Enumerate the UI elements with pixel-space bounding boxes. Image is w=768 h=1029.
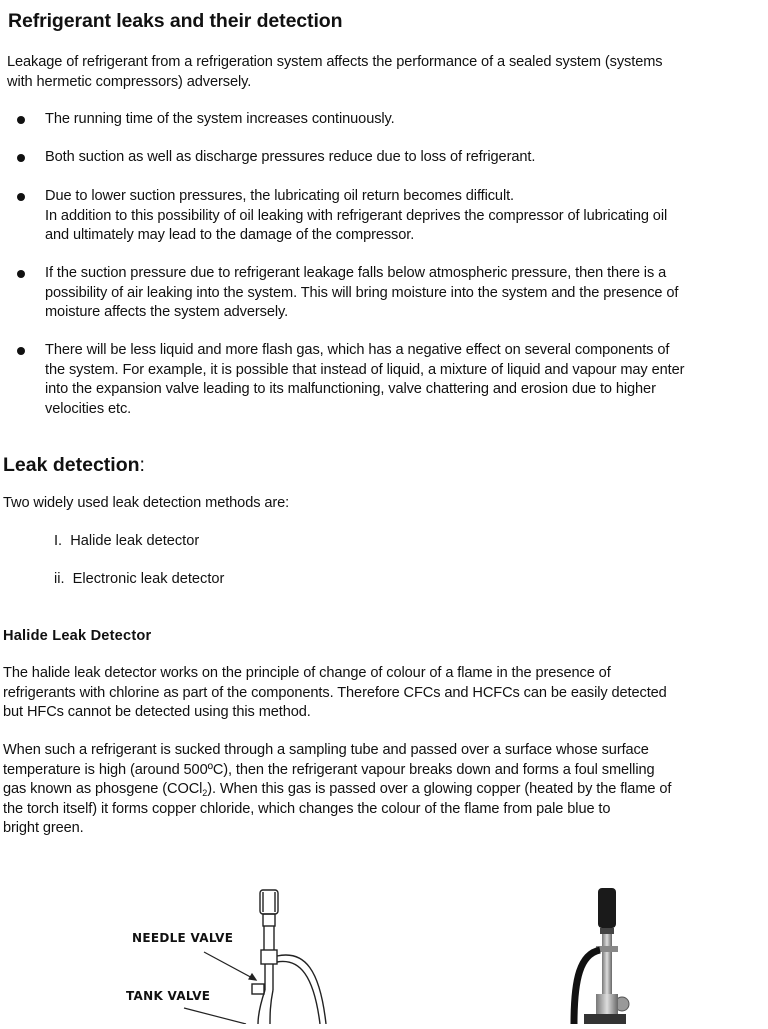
list-item-text: into the expansion valve leading to its malfunctioning, valve chattering and erosion due to higher bbox=[45, 381, 656, 397]
paragraph-line: bright green. bbox=[3, 820, 84, 836]
list-item-number: I. bbox=[54, 533, 63, 549]
list-item-text: In addition to this possibility of oil leaking with refrigerant deprives the compressor of lubricating oil bbox=[45, 207, 668, 224]
halide-paragraph-2 bbox=[3, 741, 671, 839]
list-item-label: Halide leak detector bbox=[70, 533, 200, 549]
section-heading-leak-detection bbox=[3, 454, 145, 477]
bullet-icon bbox=[17, 154, 25, 162]
subscript-2: 2 bbox=[202, 788, 208, 798]
paragraph-text: ). When this gas is passed over a glowing copper (heated by the flame of bbox=[207, 781, 672, 797]
intro-line: Leakage of refrigerant from a refrigeration system affects the performance of a sealed system (systems bbox=[7, 54, 663, 70]
list-item bbox=[54, 533, 199, 549]
list-item-text: There will be less liquid and more flash gas, which has a negative effect on several components of bbox=[45, 342, 670, 358]
paragraph-line: temperature is high (around 500ºC), then the refrigerant vapour breaks down and forms a foul smelling bbox=[3, 761, 655, 778]
paragraph-line bbox=[3, 780, 671, 800]
list-item-text: Both suction as well as discharge pressures reduce due to loss of refrigerant. bbox=[45, 149, 536, 165]
bullet-icon bbox=[17, 116, 25, 124]
list-item-number: ii. bbox=[54, 571, 65, 587]
paragraph-line: but HFCs cannot be detected using this method. bbox=[3, 704, 311, 720]
list-item-label: Electronic leak detector bbox=[72, 571, 225, 587]
paragraph-line: the torch itself) it forms copper chloride, which changes the colour of the flame from pale blue to bbox=[3, 800, 611, 817]
list-item-text: and ultimately may lead to the damage of the compressor. bbox=[45, 227, 415, 243]
intro-paragraph bbox=[7, 53, 662, 92]
list-item-text: The running time of the system increases continuously. bbox=[45, 111, 395, 127]
label-tank-valve: TANK VALVE bbox=[126, 989, 211, 1003]
phosgene-text: gas known as phosgene (COCl bbox=[3, 781, 203, 797]
list-item-text: Due to lower suction pressures, the lubricating oil return becomes difficult. bbox=[45, 188, 514, 204]
bullet-icon bbox=[17, 270, 25, 278]
label-needle-valve: NEEDLE VALVE bbox=[132, 931, 234, 945]
paragraph-line: When such a refrigerant is sucked through a sampling tube and passed over a surface whose surface bbox=[3, 742, 649, 758]
list-item-text: the system. For example, it is possible that instead of liquid, a mixture of liquid and vapour may enter bbox=[45, 361, 685, 378]
list-item-text: If the suction pressure due to refrigerant leakage falls below atmospheric pressure, then there is a bbox=[45, 265, 667, 281]
intro-line: with hermetic compressors) adversely. bbox=[7, 73, 252, 90]
list-item-text: velocities etc. bbox=[45, 400, 132, 417]
page-title: Refrigerant leaks and their detection bbox=[8, 10, 343, 32]
paragraph-line: refrigerants with chlorine as part of the components. Therefore CFCs and HCFCs can be easily detected bbox=[3, 684, 667, 701]
section-heading-colon: : bbox=[139, 454, 145, 476]
bullet-icon bbox=[17, 347, 25, 355]
halide-torch-diagram bbox=[120, 880, 360, 1024]
halide-torch-image bbox=[560, 884, 650, 1024]
halide-paragraph-1 bbox=[3, 664, 667, 723]
subsection-heading-halide: Halide Leak Detector bbox=[3, 628, 152, 644]
list-item bbox=[54, 571, 224, 587]
bullet-icon bbox=[17, 193, 25, 201]
list-item-text: possibility of air leaking into the system. This will bring moisture into the system and the presence of bbox=[45, 284, 679, 301]
list-item-text: moisture affects the system adversely. bbox=[45, 304, 289, 320]
halide-torch-photo bbox=[560, 884, 650, 1024]
methods-lead-text: Two widely used leak detection methods are: bbox=[3, 495, 290, 511]
section-heading-text: Leak detection bbox=[3, 454, 140, 476]
paragraph-line: The halide leak detector works on the principle of change of colour of a flame in the presence of bbox=[3, 665, 611, 681]
